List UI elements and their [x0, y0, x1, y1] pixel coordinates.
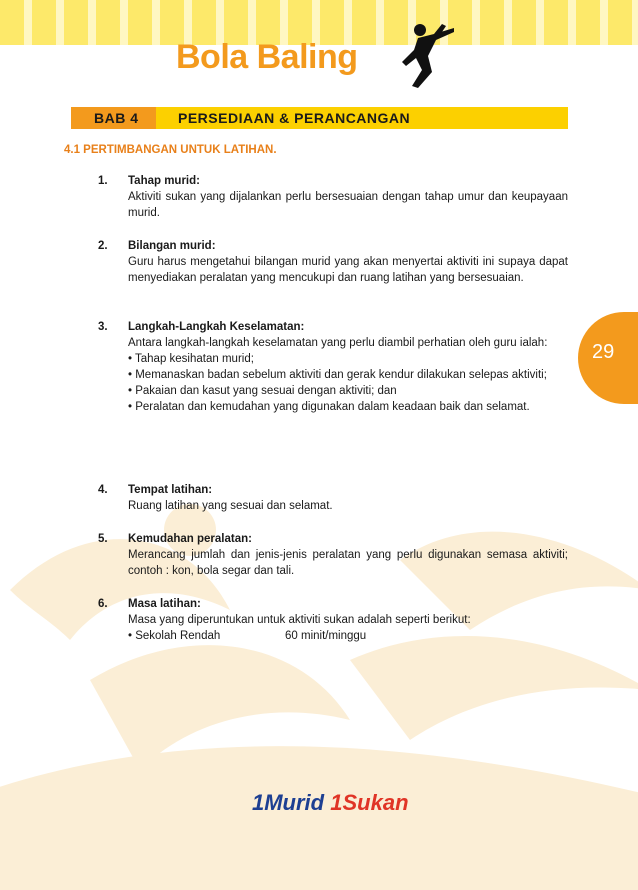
item-heading: Tahap murid: — [128, 175, 200, 187]
item-text: Aktiviti sukan yang dijalankan perlu bersesuaian dengan tahap umur dan keupayaan murid. — [128, 191, 568, 219]
logo-part-sukan: 1Sukan — [330, 790, 409, 815]
school-level: • Sekolah Rendah — [128, 630, 221, 642]
item-number: 5. — [98, 533, 108, 545]
item-number: 1. — [98, 175, 108, 187]
item-heading: Langkah-Langkah Keselamatan: — [128, 321, 305, 333]
schedule-row — [128, 628, 568, 644]
item-heading: Kemudahan peralatan: — [128, 533, 252, 545]
page-number: 29 — [592, 341, 615, 363]
bullet-item: • Pakaian dan kasut yang sesuai dengan aktiviti; dan — [128, 385, 397, 397]
bullet-item: • Tahap kesihatan murid; — [128, 353, 254, 365]
handball-player-icon — [398, 22, 458, 92]
section-heading: 4.1 PERTIMBANGAN UNTUK LATIHAN. — [64, 144, 277, 156]
item-text: Guru harus mengetahui bilangan murid yang akan menyertai aktiviti ini supaya dapat menyediakan peralatan yang mencukupi dan ruang latihan yang bersesuaian. — [128, 256, 568, 284]
item-text: Antara langkah-langkah keselamatan yang perlu diambil perhatian oleh guru ialah: — [128, 337, 548, 349]
chapter-title: PERSEDIAAN & PERANCANGAN — [178, 110, 411, 126]
item-heading: Tempat latihan: — [128, 484, 213, 496]
list-item — [98, 319, 568, 415]
list-item — [98, 531, 568, 579]
logo-part-murid: 1Murid — [252, 790, 325, 815]
list-item — [98, 238, 568, 286]
book-title: Bola Baling — [176, 38, 358, 76]
list-item — [98, 596, 568, 644]
item-text: Merancang jumlah dan jenis-jenis peralatan yang perlu digunakan semasa aktiviti; contoh : kon, bola segar dan tali. — [128, 549, 568, 577]
duration-value: 60 minit/minggu — [285, 630, 367, 642]
item-number: 6. — [98, 598, 108, 610]
chapter-number: BAB 4 — [94, 110, 139, 126]
item-text: Ruang latihan yang sesuai dan selamat. — [128, 500, 333, 512]
item-number: 4. — [98, 484, 108, 496]
list-item — [98, 173, 568, 221]
item-number: 2. — [98, 240, 108, 252]
bullet-item: • Peralatan dan kemudahan yang digunakan dalam keadaan baik dan selamat. — [128, 401, 530, 413]
item-text: Masa yang diperuntukan untuk aktiviti sukan adalah seperti berikut: — [128, 614, 471, 626]
footer-logo — [252, 790, 409, 816]
item-number: 3. — [98, 321, 108, 333]
item-heading: Masa latihan: — [128, 598, 201, 610]
bullet-item: • Memanaskan badan sebelum aktiviti dan gerak kendur dilakukan selepas aktiviti; — [128, 369, 547, 381]
item-heading: Bilangan murid: — [128, 240, 216, 252]
list-item — [98, 482, 568, 514]
